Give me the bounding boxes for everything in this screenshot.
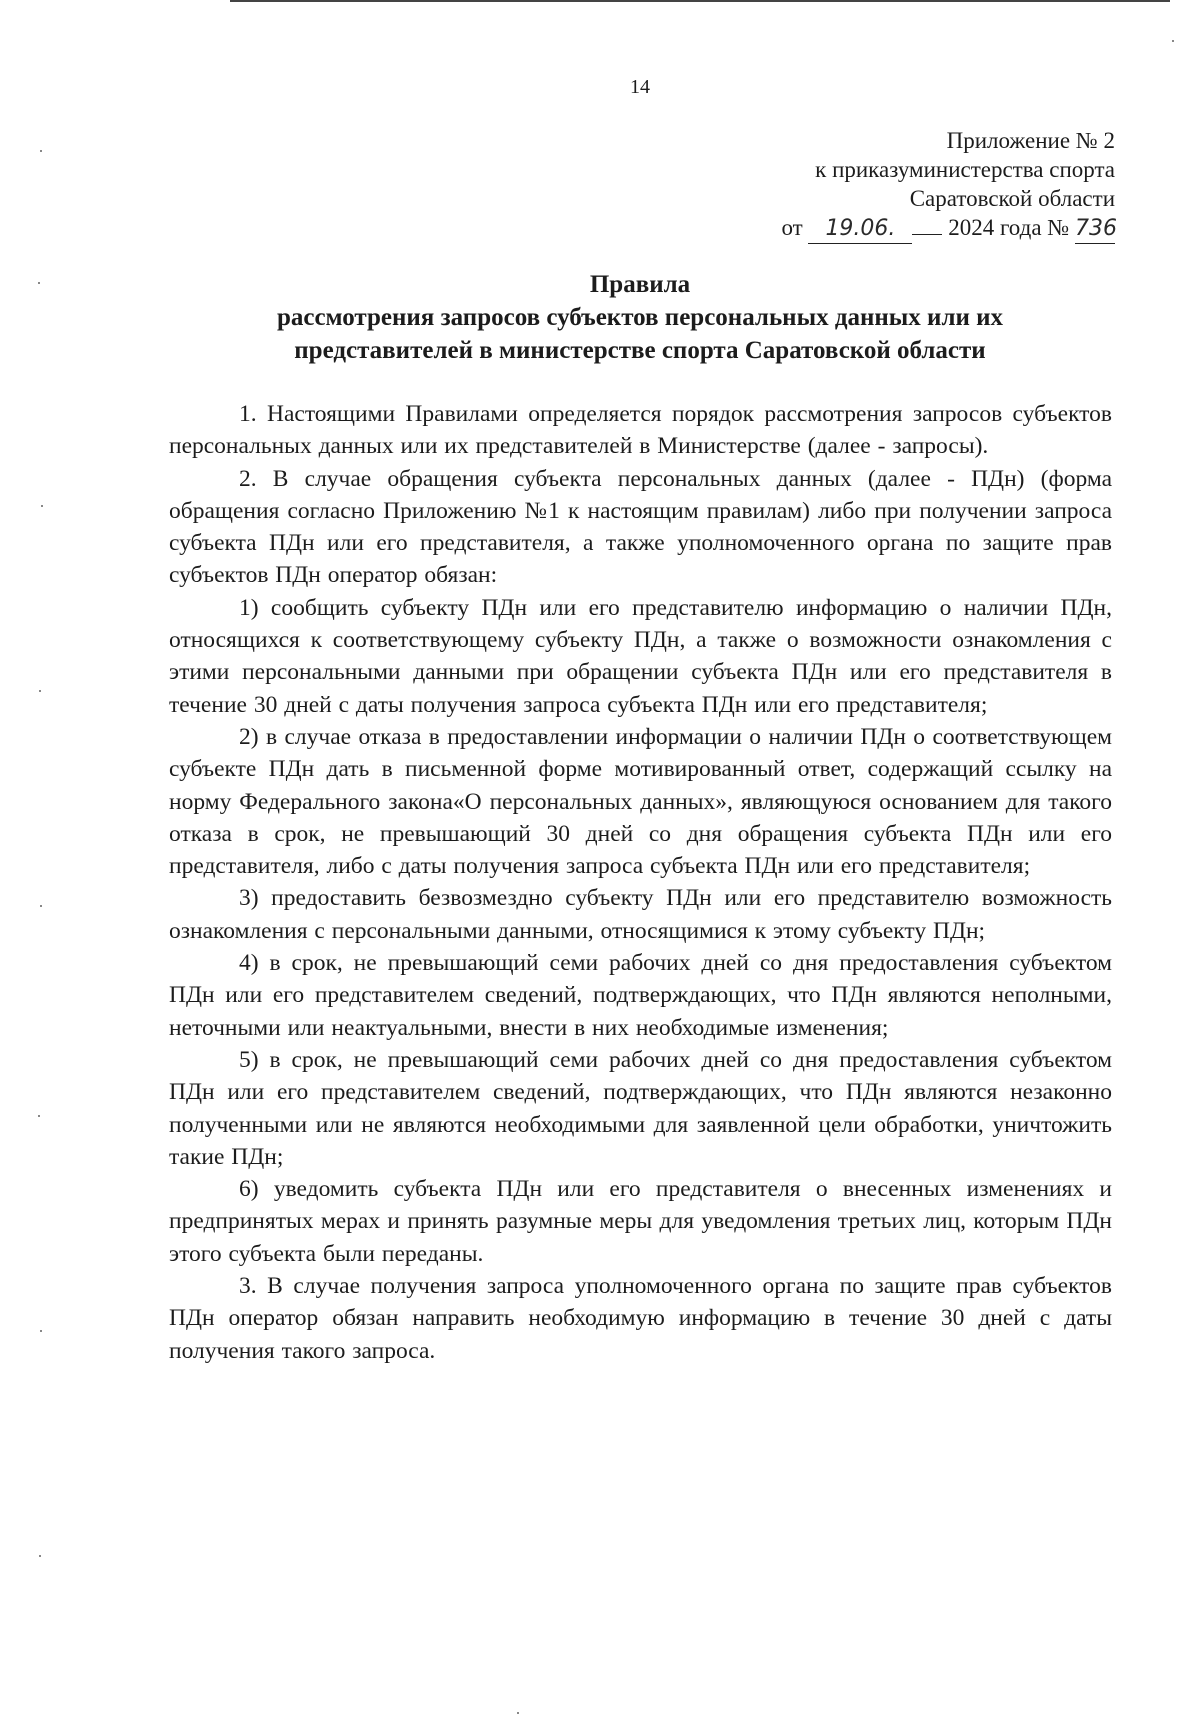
scan-top-edge (230, 0, 1170, 2)
page-number: 14 (630, 76, 650, 98)
paragraph-2-item-1: 1) сообщить субъекту ПДн или его представителю информацию о наличии ПДн, относящихся к соответствующему субъекту ПДн, а также о возможности ознакомления с этими персональными данными при обращении субъекта ПДн или его представителя в течение 30 дней с даты получения запроса субъекта ПДн или его представителя; (169, 594, 1112, 718)
paragraph-2-item-6: 6) уведомить субъекта ПДн или его представителя о внесенных изменениях и предпринятых мерах и принять разумные меры для уведомления третьих лиц, которым ПДн этого субъекта были переданы. (169, 1176, 1112, 1267)
appendix-date-line (781, 213, 1115, 244)
document-title (160, 268, 1120, 367)
paragraph-1: 1. Настоящими Правилами определяется порядок рассмотрения запросов субъектов персональных данных или их представителей в Министерстве (далее - запросы). (169, 401, 1112, 460)
handwritten-order-number: 736 (1075, 214, 1115, 244)
title-line-1: Правила (589, 271, 691, 298)
handwritten-date: 19.06. (808, 214, 912, 244)
paragraph-2: 2. В случае обращения субъекта персональных данных (далее - ПДн) (форма обращения согласно Приложению №1 к настоящим правилам) либо при получении запроса субъекта ПДн или его представителя, а также уполномоченного органа по защите прав субъектов ПДн оператор обязан: (169, 465, 1112, 589)
paragraph-2-item-2: 2) в случае отказа в предоставлении информации о наличии ПДн о соответствующем субъекте ПДн дать в письменной форме мотивированный ответ, содержащий ссылку на норму Федерального закона«О персональных данных», являющуюся основанием для такого отказа в срок, не превышающий 30 дней со дня обращения субъекта ПДн или его представителя, либо с даты получения запроса субъекта ПДн или его представителя; (169, 723, 1112, 880)
paragraph-2-item-5: 5) в срок, не превышающий семи рабочих дней со дня предоставления субъектом ПДн или его представителем сведений, подтверждающих, что ПДн являются незаконно полученными или не являются необходимыми для заявленной цели обработки, уничтожить такие ПДн; (169, 1046, 1112, 1170)
document-body (169, 398, 1112, 1367)
year-text: 2024 года № (948, 215, 1070, 240)
title-line-3: представителей в министерстве спорта Саратовской области (294, 337, 986, 364)
appendix-region: Саратовской области (909, 186, 1115, 211)
title-line-2: рассмотрения запросов субъектов персональных данных или их (276, 304, 1004, 331)
paragraph-2-item-3: 3) предоставить безвозмездно субъекту ПДн или его представителю возможность ознакомления с персональными данными, относящимися к этому субъекту ПДн; (169, 885, 1112, 944)
date-underline (912, 214, 942, 235)
appendix-order-ref: к приказуминистерства спорта (815, 157, 1115, 182)
appendix-header (781, 126, 1115, 244)
date-prefix: от (781, 215, 803, 240)
paragraph-3: 3. В случае получения запроса уполномоченного органа по защите прав субъектов ПДн оператор обязан направить необходимую информацию в течение 30 дней с даты получения такого запроса. (169, 1273, 1112, 1364)
paragraph-2-item-4: 4) в срок, не превышающий семи рабочих дней со дня предоставления субъектом ПДн или его представителем сведений, подтверждающих, что ПДн являются неполными, неточными или неактуальными, внести в них необходимые изменения; (169, 950, 1112, 1041)
appendix-title: Приложение № 2 (946, 128, 1115, 153)
